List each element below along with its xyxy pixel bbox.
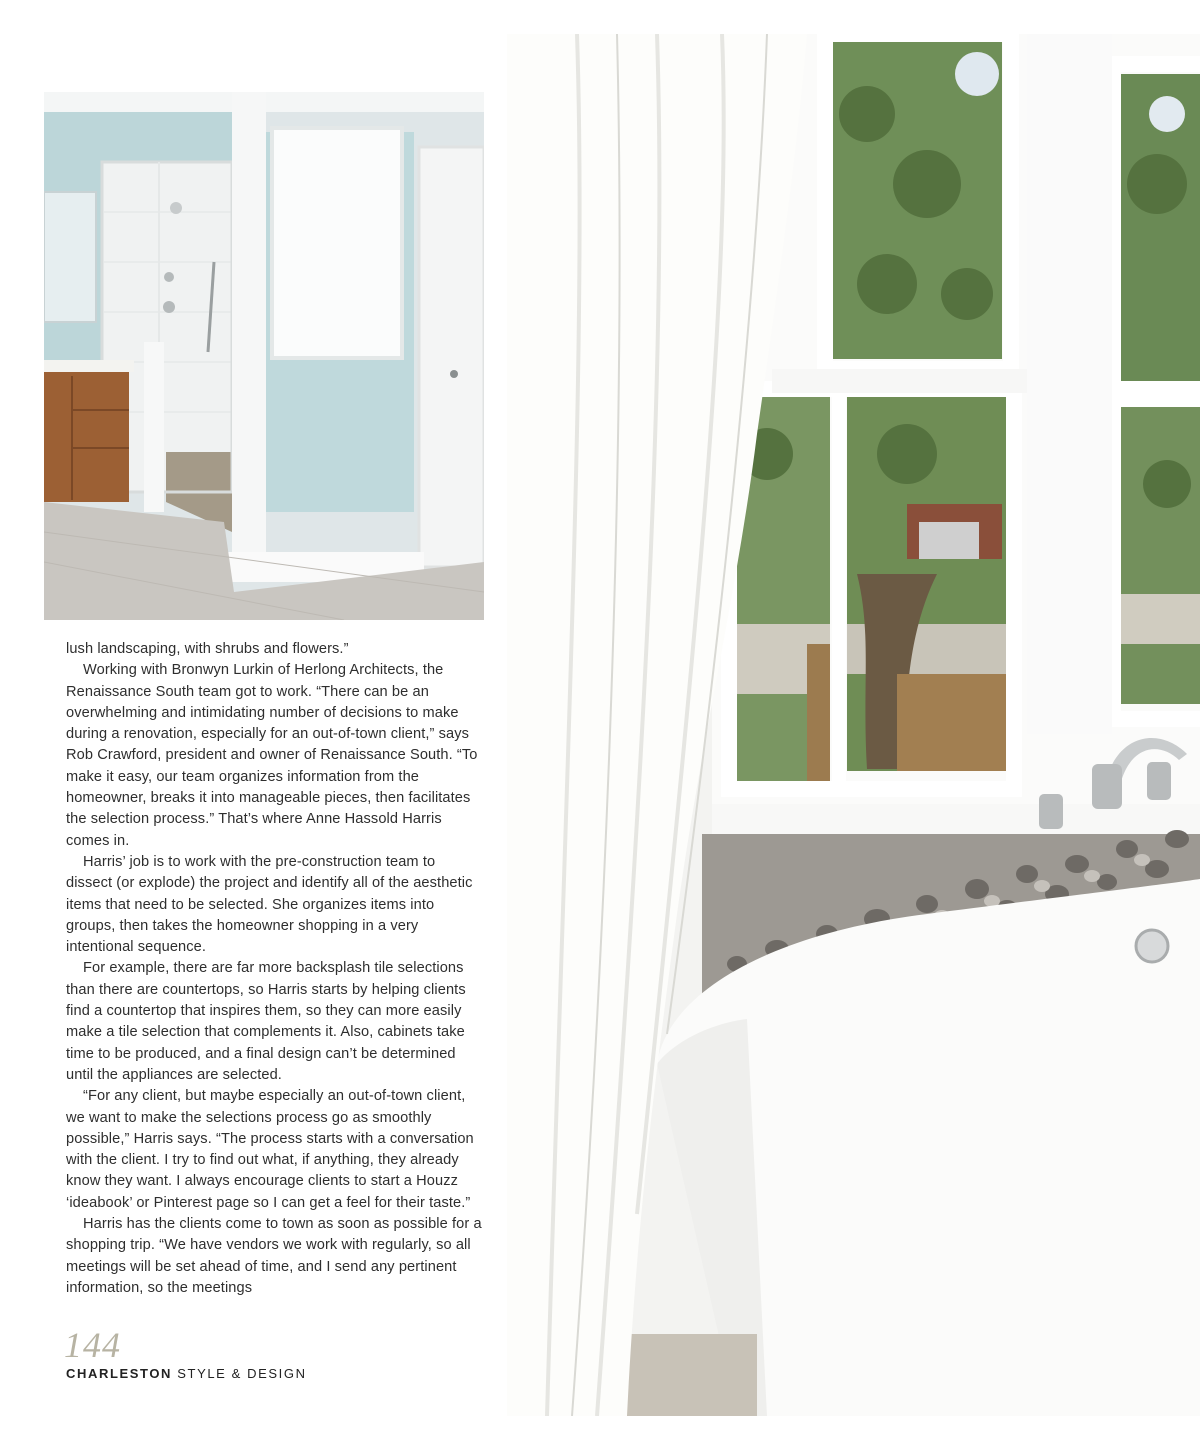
page-number: 144	[64, 1325, 121, 1365]
magazine-brand: CHARLESTON	[66, 1366, 173, 1381]
article-paragraph: Working with Bronwyn Lurkin of Herlong Architects, the Renaissance South team got to work. “There can be an overwhelming and intimidating number of decisions to make during a renovation, especially for an out-of-town client,” says Rob Crawford, president and owner of Renaissance South. “To make it easy, our team organizes information from the homeowner, breaks it into manageable pieces, then facilitates the selection process.” That’s where Anne Hassold Harris comes in.	[66, 662, 478, 849]
article-paragraph: Harris has the clients come to town as soon as possible for a shopping trip. “We have vendors we work with regularly, so all meetings will be set ahead of time, and I send any pertinent information, so the meetings	[66, 1216, 482, 1296]
article-paragraph: Harris’ job is to work with the pre-construction team to dissect (or explode) the project and identify all of the aesthetic items that need to be selected. She organizes items into groups, then takes the homeowner shopping in a very intentional sequence.	[66, 853, 473, 956]
soaking-tub-window-photo	[507, 34, 1200, 1416]
bathroom-shower-photo	[44, 92, 484, 620]
article-paragraph: “For any client, but maybe especially an out-of-town client, we want to make the selections process go as smoothly possible,” Harris says. “The process starts with a conversation with the client. I try to find out what, if anything, they already know they want. I always encourage clients to start a Houzz ‘ideabook’ or Pinterest page so I can get a feel for their taste.”	[66, 1088, 474, 1211]
article-paragraph: For example, there are far more backsplash tile selections than there are countertops, so Harris starts by helping clients find a countertop that inspires them, so they can more easily make a tile selection that complements it. Also, cabinets take time to be produced, and a final design can’t be determined until the appliances are selected.	[66, 960, 466, 1083]
magazine-name	[66, 1366, 307, 1381]
article-body	[66, 639, 482, 1299]
article-paragraph: lush landscaping, with shrubs and flowers.”	[66, 641, 349, 657]
magazine-subtitle: STYLE & DESIGN	[177, 1366, 307, 1381]
